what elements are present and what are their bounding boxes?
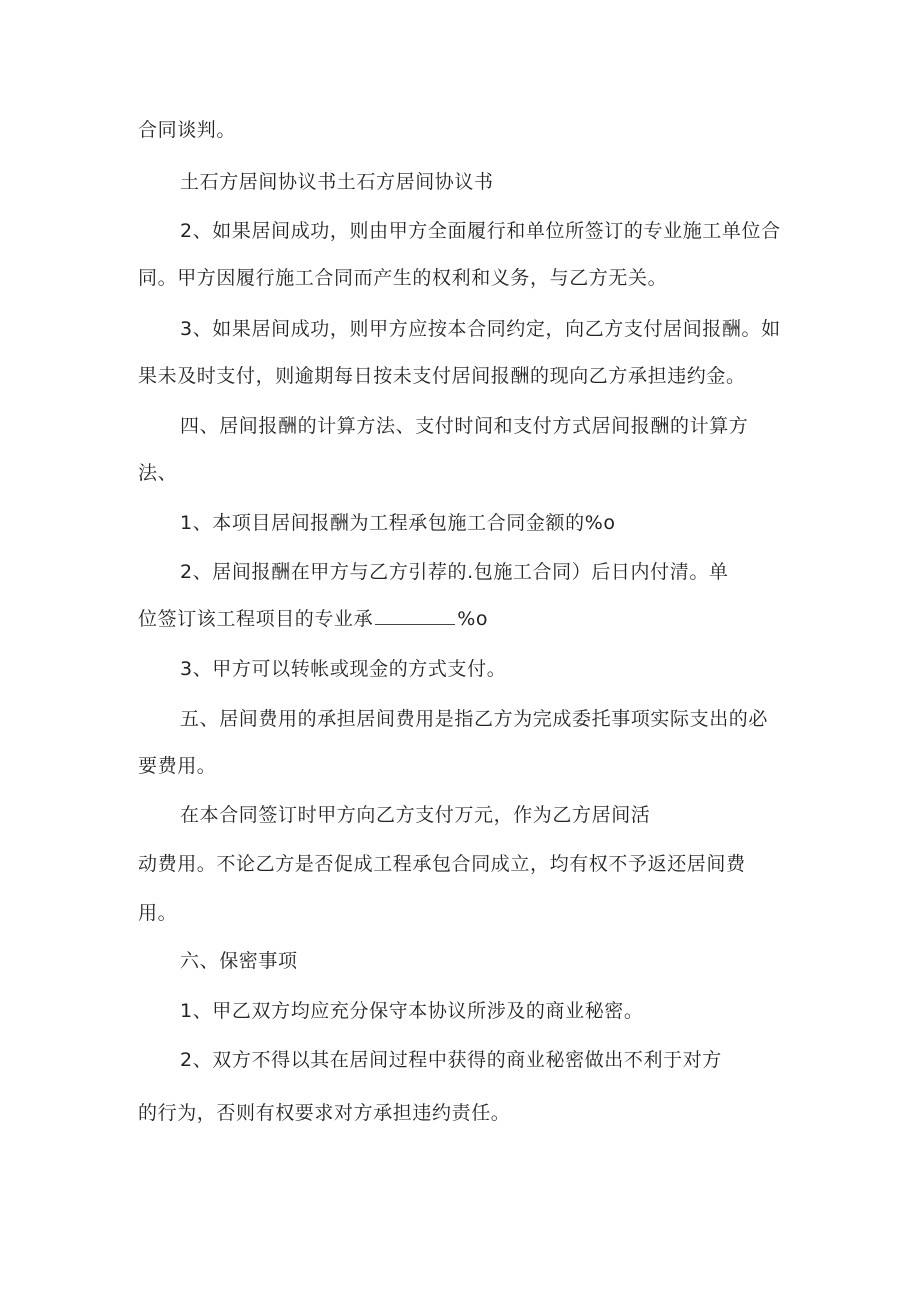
paragraph-line: 2、如果居间成功，则由甲方全面履行和单位所签订的专业施工单位合 <box>180 220 781 242</box>
fill-in-blank <box>375 608 455 625</box>
paragraph-line: 土石方居间协议书土石方居间协议书 <box>180 171 494 193</box>
paragraph-line: 法、 <box>138 462 178 484</box>
paragraph-line: 果未及时支付，则逾期每日按未支付居间报酬的现向乙方承担违约金。 <box>138 365 746 387</box>
paragraph-line: 3、如果居间成功，则甲方应按本合同约定，向乙方支付居间报酬。如 <box>180 318 781 340</box>
paragraph-line: 2、双方不得以其在居间过程中获得的商业秘密做出不利于对方 <box>180 1049 722 1071</box>
paragraph-line-with-blank <box>138 607 488 631</box>
paragraph-line: 1、甲乙双方均应充分保守本协议所涉及的商业秘密。 <box>180 1000 644 1022</box>
paragraph-line: 1、本项目居间报酬为工程承包施工合同金额的%o <box>180 512 616 534</box>
paragraph-line: 2、居间报酬在甲方与乙方引荐的.包施工合同）后日内付清。单 <box>180 561 729 583</box>
paragraph-line: 用。 <box>138 902 178 924</box>
paragraph-line: 的行为，否则有权要求对方承担违约责任。 <box>138 1102 511 1124</box>
line-text: %o <box>457 608 489 630</box>
paragraph-line: 3、甲方可以转帐或现金的方式支付。 <box>180 658 507 680</box>
section-heading-line: 五、居间费用的承担居间费用是指乙方为完成委托事项实际支出的必 <box>180 708 769 730</box>
section-heading-line: 四、居间报酬的计算方法、支付时间和支付方式居间报酬的计算方 <box>180 415 749 437</box>
section-heading-line: 六、保密事项 <box>180 950 298 972</box>
paragraph-line: 在本合同签订时甲方向乙方支付万元，作为乙方居间活 <box>180 804 651 826</box>
paragraph-line: 同。甲方因履行施工合同而产生的权利和义务，与乙方无关。 <box>138 267 668 289</box>
paragraph-line: 要费用。 <box>138 755 217 777</box>
paragraph-line: 合同谈判。 <box>138 119 237 141</box>
paragraph-line: 动费用。不论乙方是否促成工程承包合同成立，均有权不予返还居间费 <box>138 853 746 875</box>
line-text: 位签订该工程项目的专业承 <box>138 608 374 630</box>
